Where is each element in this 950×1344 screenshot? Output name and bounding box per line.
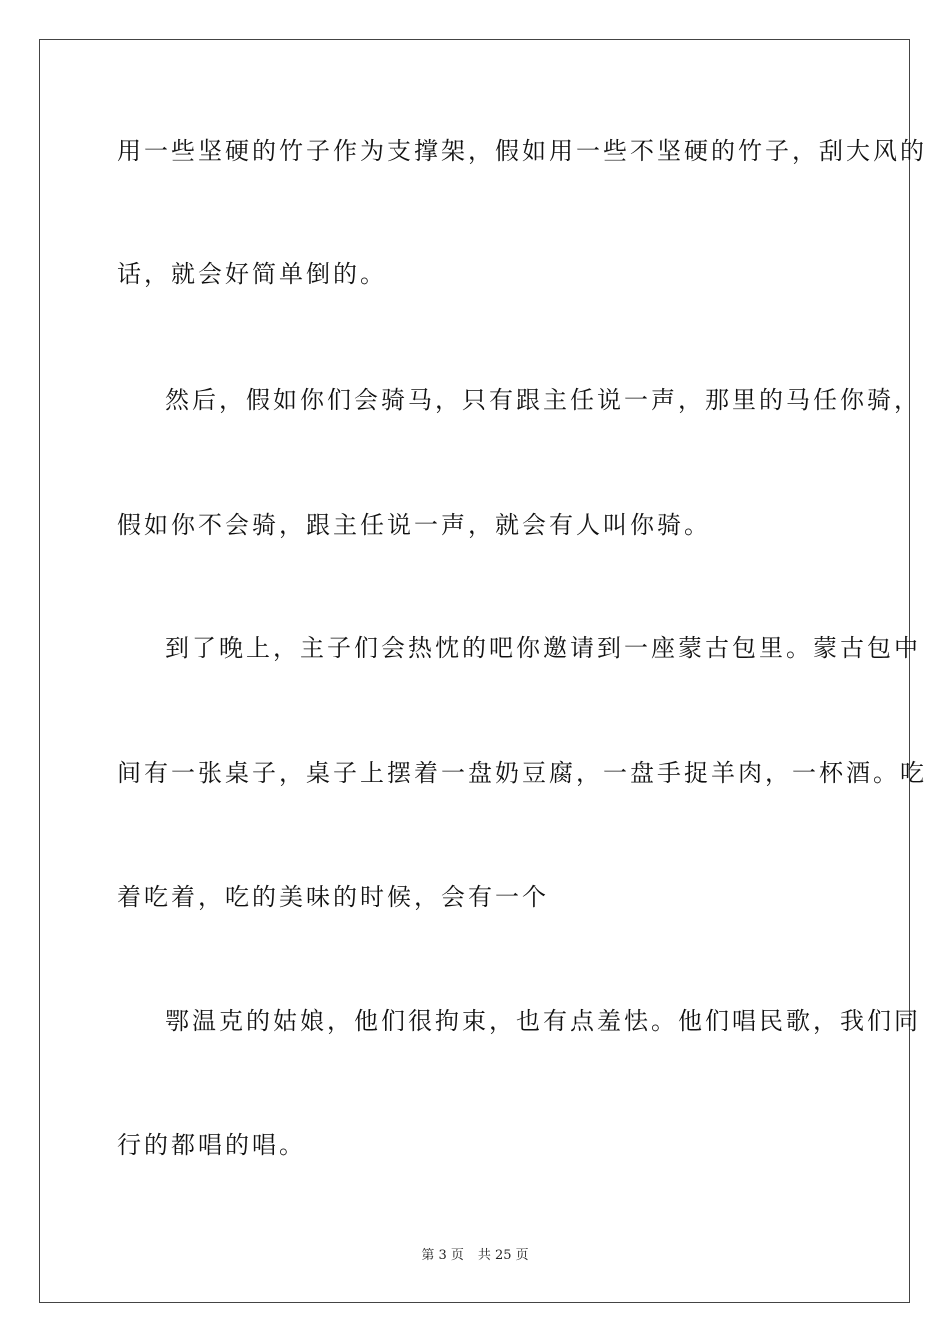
text-line-8: 鄂温克的姑娘，他们很拘束，也有点羞怯。他们唱民歌，我们同 <box>165 1007 921 1035</box>
text-line-4: 假如你不会骑，跟主任说一声，就会有人叫你骑。 <box>117 511 711 539</box>
text-line-9: 行的都唱的唱。 <box>117 1131 306 1159</box>
text-line-5: 到了晚上，主子们会热忱的吧你邀请到一座蒙古包里。蒙古包中 <box>165 634 921 662</box>
page-border <box>39 39 910 1303</box>
text-line-1: 用一些坚硬的竹子作为支撑架，假如用一些不坚硬的竹子，刮大风的 <box>117 137 927 165</box>
text-line-3: 然后，假如你们会骑马，只有跟主任说一声，那里的马任你骑， <box>165 386 921 414</box>
page-footer <box>0 1247 950 1265</box>
page-number: 第 3 页 <box>421 1248 464 1263</box>
text-line-2: 话，就会好简单倒的。 <box>117 260 387 288</box>
text-line-7: 着吃着，吃的美味的时候，会有一个 <box>117 883 549 911</box>
page-total: 共 25 页 <box>477 1248 529 1263</box>
text-line-6: 间有一张桌子，桌子上摆着一盘奶豆腐，一盘手捉羊肉，一杯酒。吃 <box>117 759 927 787</box>
